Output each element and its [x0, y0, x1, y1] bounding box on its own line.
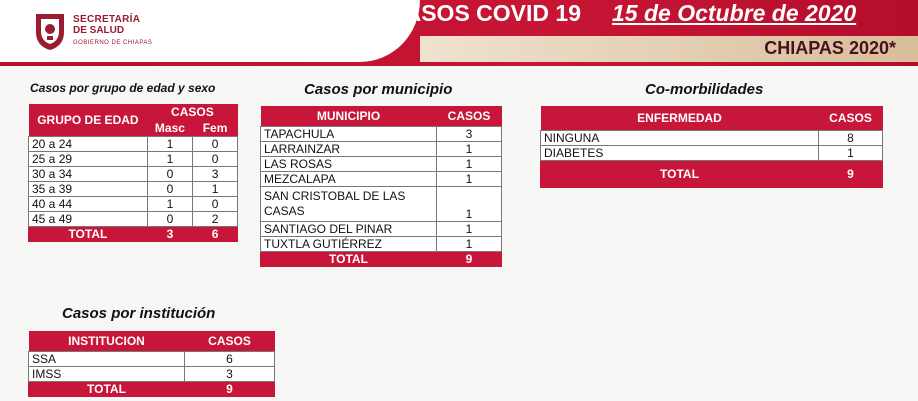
- edad-masc-cell: 1: [147, 152, 192, 167]
- edad-header-fem: Fem: [193, 120, 238, 137]
- institucion-header-name: INSTITUCION: [29, 331, 185, 352]
- municipio-section-title: Casos por municipio: [304, 81, 453, 98]
- page-title: CASOS COVID 19: [388, 0, 581, 26]
- comorb-table: [540, 106, 883, 188]
- table-row: [541, 131, 883, 146]
- municipio-casos-cell: 1: [437, 157, 502, 172]
- comorb-total-row: [541, 161, 883, 188]
- edad-fem-cell: 0: [193, 137, 238, 152]
- institucion-section-title: Casos por institución: [62, 305, 216, 322]
- table-row: [29, 137, 238, 152]
- table-row: [29, 167, 238, 182]
- institucion-name-cell: SSA: [29, 352, 185, 367]
- edad-grupo-cell: 45 a 49: [29, 212, 148, 227]
- edad-fem-cell: 2: [193, 212, 238, 227]
- table-row: [261, 187, 502, 222]
- table-row: [261, 142, 502, 157]
- municipio-header-name: MUNICIPIO: [261, 106, 437, 127]
- municipio-header-casos: CASOS: [437, 106, 502, 127]
- comorb-name-cell: NINGUNA: [541, 131, 819, 146]
- table-row: [261, 127, 502, 142]
- table-row: [261, 222, 502, 237]
- municipio-table: [260, 106, 502, 267]
- municipio-casos-cell: 1: [437, 142, 502, 157]
- edad-fem-cell: 1: [193, 182, 238, 197]
- edad-total-label: TOTAL: [29, 227, 148, 242]
- edad-grupo-cell: 30 a 34: [29, 167, 148, 182]
- table-row: [29, 367, 275, 382]
- table-row: [29, 212, 238, 227]
- state-label: CHIAPAS 2020*: [764, 38, 896, 58]
- edad-section-title: Casos por grupo de edad y sexo: [30, 81, 216, 95]
- edad-total-row: [29, 227, 238, 242]
- edad-header-casos: CASOS: [147, 104, 237, 120]
- municipio-total-value: 9: [437, 252, 502, 267]
- municipio-name-cell: TUXTLA GUTIÉRREZ: [261, 237, 437, 252]
- table-row: [29, 197, 238, 212]
- page-date: 15 de Octubre de 2020: [612, 0, 857, 26]
- edad-fem-cell: 3: [193, 167, 238, 182]
- institucion-total-label: TOTAL: [29, 382, 185, 397]
- institucion-header-casos: CASOS: [185, 331, 275, 352]
- edad-grupo-cell: 35 a 39: [29, 182, 148, 197]
- edad-grupo-cell: 40 a 44: [29, 197, 148, 212]
- municipio-casos-cell: 3: [437, 127, 502, 142]
- municipio-name-cell: SANTIAGO DEL PINAR: [261, 222, 437, 237]
- edad-fem-cell: 0: [193, 197, 238, 212]
- org-name-line2: DE SALUD: [73, 25, 125, 36]
- table-row: [29, 152, 238, 167]
- org-name-line1: SECRETARÍA: [73, 14, 141, 25]
- comorb-casos-cell: 1: [819, 146, 883, 161]
- municipio-name-cell: LARRAINZAR: [261, 142, 437, 157]
- comorb-name-cell: DIABETES: [541, 146, 819, 161]
- table-row: [541, 146, 883, 161]
- table-row: [29, 352, 275, 367]
- institucion-total-row: [29, 382, 275, 397]
- table-row: [261, 237, 502, 252]
- edad-grupo-cell: 25 a 29: [29, 152, 148, 167]
- institucion-casos-cell: 3: [185, 367, 275, 382]
- edad-total-fem: 6: [193, 227, 238, 242]
- edad-grupo-cell: 20 a 24: [29, 137, 148, 152]
- edad-header-grupo: GRUPO DE EDAD: [29, 104, 148, 137]
- org-name-line3: GOBIERNO DE CHIAPAS: [73, 40, 153, 46]
- table-row: [261, 157, 502, 172]
- edad-total-masc: 3: [147, 227, 192, 242]
- comorb-casos-cell: 8: [819, 131, 883, 146]
- municipio-casos-cell: 1: [437, 237, 502, 252]
- institucion-name-cell: IMSS: [29, 367, 185, 382]
- comorb-total-value: 9: [819, 161, 883, 188]
- comorb-total-label: TOTAL: [541, 161, 819, 188]
- comorb-header-enfermedad: ENFERMEDAD: [541, 106, 819, 131]
- edad-masc-cell: 0: [147, 212, 192, 227]
- edad-header-masc: Masc: [147, 120, 192, 137]
- municipio-name-cell: MEZCALAPA: [261, 172, 437, 187]
- edad-masc-cell: 1: [147, 197, 192, 212]
- municipio-total-row: [261, 252, 502, 267]
- table-row: [29, 182, 238, 197]
- edad-masc-cell: 0: [147, 167, 192, 182]
- municipio-total-label: TOTAL: [261, 252, 437, 267]
- municipio-name-cell: LAS ROSAS: [261, 157, 437, 172]
- header-logo-area: [0, 0, 420, 62]
- table-row: [261, 172, 502, 187]
- municipio-casos-cell: 1: [437, 172, 502, 187]
- edad-masc-cell: 0: [147, 182, 192, 197]
- institucion-total-value: 9: [185, 382, 275, 397]
- municipio-name-cell: TAPACHULA: [261, 127, 437, 142]
- municipio-casos-cell: 1: [437, 222, 502, 237]
- comorb-section-title: Co-morbilidades: [645, 81, 764, 98]
- comorb-header-casos: CASOS: [819, 106, 883, 131]
- edad-masc-cell: 1: [147, 137, 192, 152]
- header-banner: [0, 0, 918, 66]
- edad-table: [28, 104, 238, 242]
- institucion-casos-cell: 6: [185, 352, 275, 367]
- edad-fem-cell: 0: [193, 152, 238, 167]
- coat-of-arms-icon: [32, 10, 68, 52]
- municipio-casos-cell: 1: [437, 187, 502, 222]
- municipio-name-cell: SAN CRISTOBAL DE LAS CASAS: [261, 187, 437, 222]
- institucion-table: [28, 331, 275, 397]
